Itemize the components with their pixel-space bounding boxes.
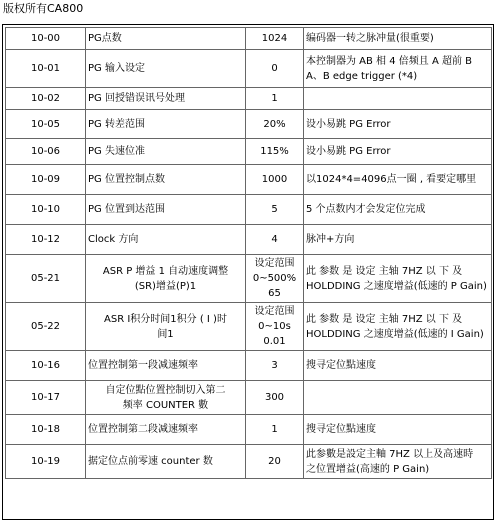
parameter-value bbox=[246, 255, 304, 303]
parameter-name bbox=[86, 110, 246, 139]
cell-line: Clock 方向 bbox=[88, 234, 139, 245]
cell-line: 编码器一转之脉冲量(很重要) bbox=[306, 33, 434, 44]
parameter-value bbox=[246, 445, 304, 479]
cell-line: 此 参数 是 设定 主轴 7HZ 以 下 及 bbox=[306, 265, 463, 277]
parameter-value bbox=[246, 50, 304, 88]
table-row bbox=[6, 225, 492, 255]
cell-line: 之位置增益(高速的 P Gain) bbox=[306, 463, 430, 475]
parameter-code: 05-22 bbox=[6, 303, 86, 351]
parameter-value bbox=[246, 165, 304, 195]
parameter-description bbox=[304, 195, 492, 225]
parameter-description bbox=[304, 110, 492, 139]
table-row bbox=[6, 165, 492, 195]
table-row bbox=[6, 88, 492, 110]
table-row bbox=[6, 445, 492, 479]
table-row bbox=[6, 28, 492, 50]
parameter-name bbox=[86, 225, 246, 255]
parameter-code: 10-05 bbox=[6, 110, 86, 139]
cell-line: 300 bbox=[264, 392, 285, 403]
parameter-name bbox=[86, 195, 246, 225]
parameter-name bbox=[86, 445, 246, 479]
parameter-description bbox=[304, 415, 492, 445]
parameter-description bbox=[304, 255, 492, 303]
cell-line: 20% bbox=[263, 118, 286, 130]
cell-line: PG点数 bbox=[88, 33, 122, 44]
cell-line: 设小易跳 PG Error bbox=[306, 118, 391, 130]
parameter-value bbox=[246, 88, 304, 110]
parameter-code: 10-16 bbox=[6, 351, 86, 381]
parameter-code: 10-09 bbox=[6, 165, 86, 195]
cell-line: 以1024*4=4096点一圈 , 看要定哪里 bbox=[306, 174, 477, 185]
copyright-note: 版权所有CA800 bbox=[3, 2, 84, 15]
parameter-value bbox=[246, 225, 304, 255]
parameter-table-body bbox=[6, 28, 492, 479]
cell-line: PG 输入设定 bbox=[88, 63, 145, 74]
parameter-description bbox=[304, 303, 492, 351]
table-row bbox=[6, 195, 492, 225]
parameter-description bbox=[304, 445, 492, 479]
cell-line: 位置控制第一段减速频率 bbox=[88, 360, 198, 371]
parameter-description bbox=[304, 165, 492, 195]
table-row bbox=[6, 351, 492, 381]
cell-line: 此 参数 是 设定 主轴 7HZ 以 下 及 bbox=[306, 313, 463, 325]
cell-line: 1 bbox=[271, 93, 278, 104]
cell-line: ASR I积分时间1积分 ( I )时 bbox=[104, 313, 227, 325]
parameter-description bbox=[304, 351, 492, 381]
cell-line: A、B edge trigger (*4) bbox=[306, 70, 418, 82]
parameter-value bbox=[246, 139, 304, 165]
cell-line: (SR)增益(P)1 bbox=[134, 280, 197, 292]
table-row bbox=[6, 381, 492, 415]
cell-line: 5 个点数内才会发定位完成 bbox=[306, 204, 426, 215]
cell-line: 1000 bbox=[261, 174, 288, 185]
parameter-description bbox=[304, 381, 492, 415]
cell-line: 间1 bbox=[157, 328, 174, 340]
parameter-table-frame bbox=[2, 24, 494, 520]
cell-line: 3 bbox=[271, 360, 278, 371]
cell-line: 65 bbox=[268, 288, 281, 299]
parameter-name bbox=[86, 139, 246, 165]
cell-line: 5 bbox=[271, 204, 278, 215]
parameter-value bbox=[246, 195, 304, 225]
cell-line: 此参數是設定主軸 7HZ 以上及高速時 bbox=[306, 448, 474, 460]
parameter-name bbox=[86, 351, 246, 381]
cell-line: PG 回授错误讯号处理 bbox=[88, 93, 185, 104]
cell-line: 0~500% bbox=[252, 273, 297, 284]
cell-line: PG 位置到达范围 bbox=[88, 204, 165, 215]
parameter-code: 10-06 bbox=[6, 139, 86, 165]
cell-line: 脉冲+方向 bbox=[306, 234, 355, 245]
parameter-name bbox=[86, 165, 246, 195]
parameter-name bbox=[86, 381, 246, 415]
cell-line: 设定范围 bbox=[254, 258, 295, 269]
parameter-code: 10-02 bbox=[6, 88, 86, 110]
parameter-name bbox=[86, 415, 246, 445]
parameter-code: 10-18 bbox=[6, 415, 86, 445]
cell-line: HOLDDING 之速度增益(低速的 P Gain) bbox=[306, 280, 487, 292]
parameter-code: 05-21 bbox=[6, 255, 86, 303]
parameter-code: 10-19 bbox=[6, 445, 86, 479]
cell-line: 115% bbox=[260, 146, 289, 157]
cell-line: HOLDDING 之速度增益(低速的 I Gain) bbox=[306, 328, 484, 340]
parameter-name bbox=[86, 50, 246, 88]
cell-line: 1024 bbox=[261, 33, 288, 44]
parameter-name bbox=[86, 255, 246, 303]
parameter-name bbox=[86, 88, 246, 110]
cell-line: 自定位點位置控制切入第二 bbox=[105, 384, 226, 396]
table-row bbox=[6, 139, 492, 165]
cell-line: 搜寻定位點速度 bbox=[306, 424, 376, 435]
cell-line: 据定位点前零速 counter 数 bbox=[88, 456, 213, 467]
cell-line: 本控制器为 AB 相 4 倍频且 A 超前 B bbox=[306, 55, 473, 67]
table-row bbox=[6, 255, 492, 303]
parameter-name bbox=[86, 303, 246, 351]
parameter-value bbox=[246, 415, 304, 445]
parameter-name bbox=[86, 28, 246, 50]
parameter-code: 10-10 bbox=[6, 195, 86, 225]
cell-line: 20 bbox=[268, 456, 281, 467]
cell-line: 0 bbox=[271, 63, 278, 74]
cell-line: 位置控制第二段减速频率 bbox=[88, 424, 198, 435]
parameter-code: 10-00 bbox=[6, 28, 86, 50]
parameter-table bbox=[5, 27, 492, 479]
parameter-description bbox=[304, 225, 492, 255]
parameter-code: 10-01 bbox=[6, 50, 86, 88]
cell-line: 4 bbox=[271, 234, 278, 245]
cell-line: 设小易跳 PG Error bbox=[306, 146, 391, 157]
cell-line: PG 转差范围 bbox=[88, 118, 145, 130]
cell-line: PG 位置控制点数 bbox=[88, 174, 165, 185]
parameter-description bbox=[304, 50, 492, 88]
cell-line: PG 失速位准 bbox=[88, 146, 145, 157]
parameter-value bbox=[246, 303, 304, 351]
cell-line: 0~10s bbox=[258, 321, 291, 332]
parameter-code: 10-12 bbox=[6, 225, 86, 255]
cell-line: 搜寻定位點速度 bbox=[306, 360, 376, 371]
parameter-description bbox=[304, 88, 492, 110]
table-row bbox=[6, 303, 492, 351]
parameter-value bbox=[246, 110, 304, 139]
parameter-value bbox=[246, 351, 304, 381]
parameter-code: 10-17 bbox=[6, 381, 86, 415]
cell-line: 1 bbox=[271, 424, 278, 435]
cell-line: ASR P 增益 1 自动速度调整 bbox=[102, 265, 229, 277]
table-row bbox=[6, 110, 492, 139]
parameter-description bbox=[304, 28, 492, 50]
parameter-value bbox=[246, 28, 304, 50]
table-row bbox=[6, 415, 492, 445]
parameter-value bbox=[246, 381, 304, 415]
cell-line: 0.01 bbox=[263, 336, 286, 347]
table-row bbox=[6, 50, 492, 88]
parameter-description bbox=[304, 139, 492, 165]
cell-line: 频率 COUNTER 數 bbox=[122, 399, 209, 411]
cell-line: 设定范围 bbox=[254, 306, 295, 317]
